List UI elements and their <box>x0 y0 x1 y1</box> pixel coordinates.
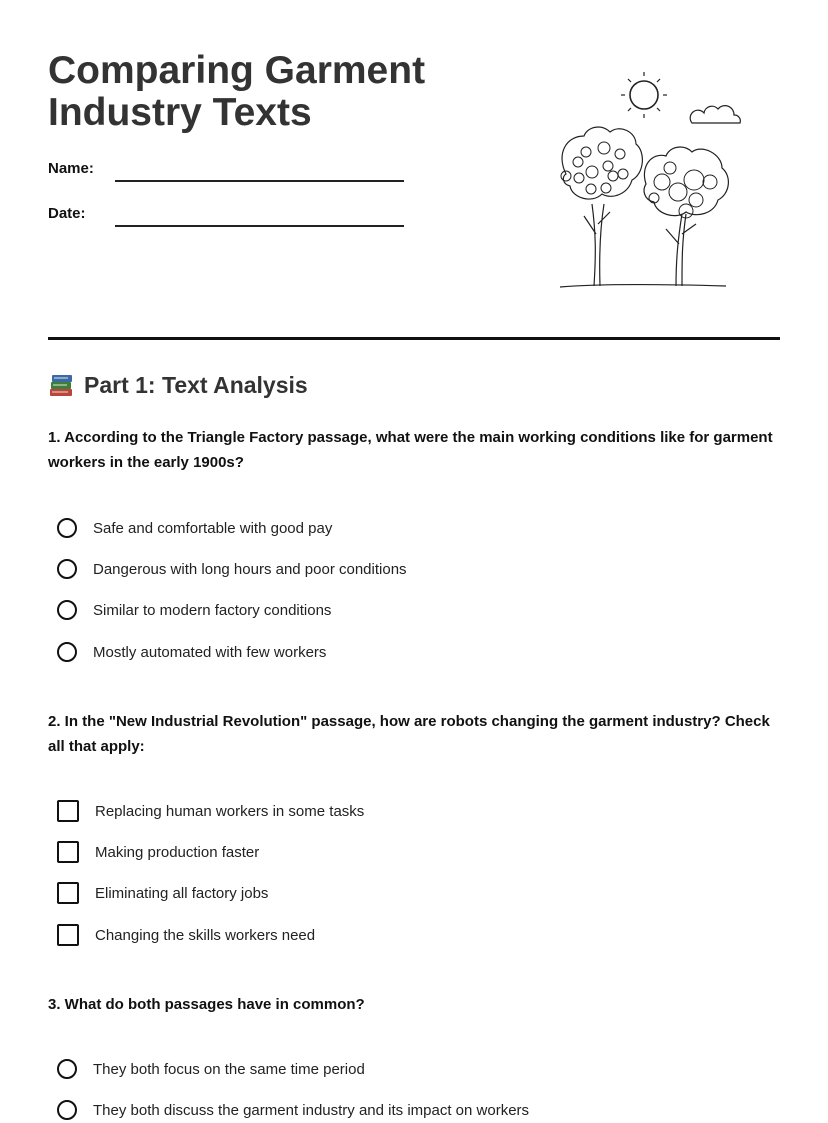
checkbox[interactable] <box>57 841 79 863</box>
q1-option-3[interactable] <box>57 597 331 623</box>
option-label: Mostly automated with few workers <box>93 643 327 661</box>
part1-title: Part 1: Text Analysis <box>84 372 308 398</box>
option-label: Making production faster <box>95 843 260 861</box>
apple-trees-illustration <box>536 64 746 294</box>
radio-button[interactable] <box>57 1100 77 1120</box>
q1-option-1[interactable] <box>57 515 332 541</box>
radio-button[interactable] <box>57 600 77 620</box>
option-label: They both discuss the garment industry and its impact on workers <box>93 1101 530 1119</box>
option-label: Eliminating all factory jobs <box>95 884 269 902</box>
date-field-row <box>48 205 408 235</box>
q3-option-2[interactable] <box>57 1097 529 1123</box>
date-input-line[interactable] <box>115 225 404 227</box>
option-label: Dangerous with long hours and poor conditions <box>93 560 407 578</box>
q3-option-1[interactable] <box>57 1056 365 1082</box>
date-label: Date: <box>48 205 86 222</box>
question-3-text: 3. What do both passages have in common? <box>48 996 365 1013</box>
q2-option-4[interactable] <box>57 922 315 948</box>
q2-option-1[interactable] <box>57 798 364 824</box>
option-label: Safe and comfortable with good pay <box>93 519 333 537</box>
q2-option-3[interactable] <box>57 880 268 906</box>
sun-icon <box>621 72 667 118</box>
name-field-row <box>48 160 408 190</box>
q2-option-2[interactable] <box>57 839 259 865</box>
option-label: They both focus on the same time period <box>93 1060 365 1078</box>
radio-button[interactable] <box>57 1059 77 1079</box>
question-2-text: 2. In the "New Industrial Revolution" passage, how are robots changing the garment industry? Check all that apply: <box>48 713 770 755</box>
checkbox[interactable] <box>57 924 79 946</box>
name-label: Name: <box>48 160 94 177</box>
worksheet-title <box>48 50 468 134</box>
option-label: Changing the skills workers need <box>95 926 316 944</box>
option-label: Replacing human workers in some tasks <box>95 802 365 820</box>
checkbox[interactable] <box>57 882 79 904</box>
cloud-icon <box>690 106 740 123</box>
header-divider <box>48 337 780 340</box>
q1-option-4[interactable] <box>57 639 326 665</box>
radio-button[interactable] <box>57 559 77 579</box>
q1-option-2[interactable] <box>57 556 407 582</box>
name-input-line[interactable] <box>115 180 404 182</box>
radio-button[interactable] <box>57 642 77 662</box>
title-line-2: Industry Texts <box>48 91 312 134</box>
title-line-1: Comparing Garment <box>48 49 426 92</box>
checkbox[interactable] <box>57 800 79 822</box>
radio-button[interactable] <box>57 518 77 538</box>
option-label: Similar to modern factory conditions <box>93 601 332 619</box>
question-1-text: 1. According to the Triangle Factory passage, what were the main working conditions like for garment workers in the early 1900s? <box>48 429 773 471</box>
books-icon <box>48 373 76 399</box>
part1-heading <box>48 372 308 399</box>
